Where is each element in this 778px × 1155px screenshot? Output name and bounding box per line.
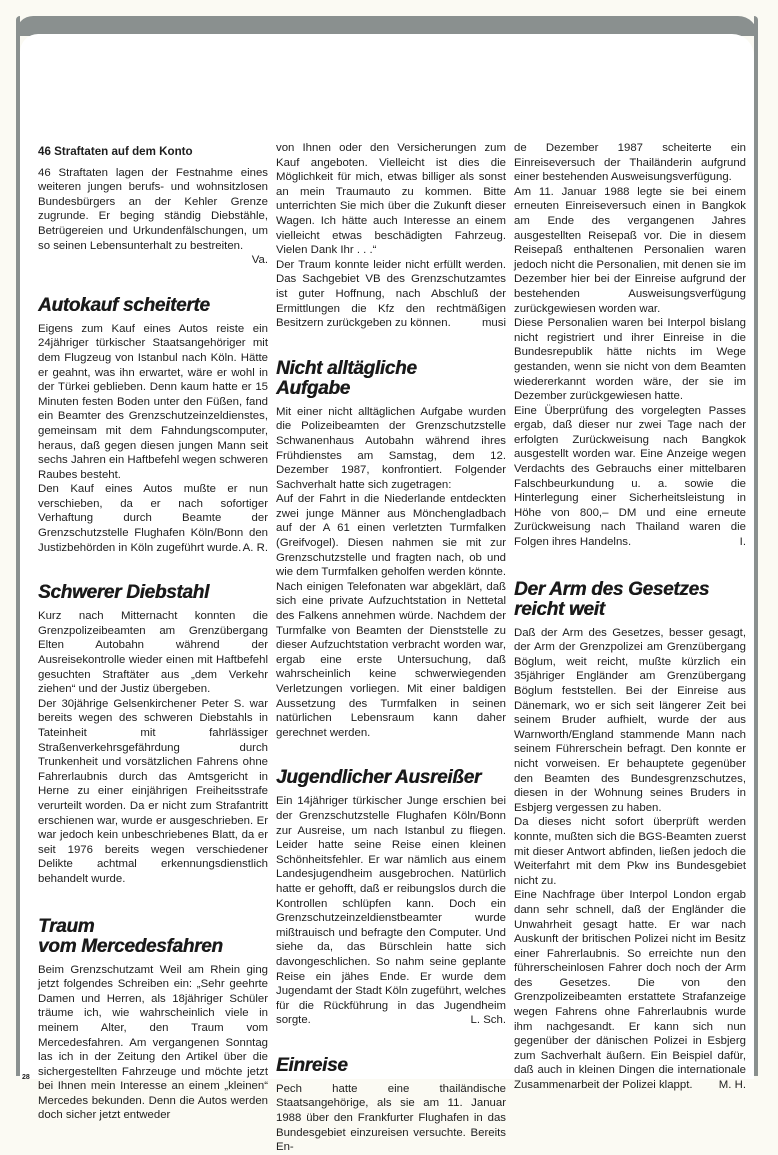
article-paragraph: Ein 14jähriger türkischer Junge erschien bei der Grenzschutzstelle Flughafen Köln/Bonn zur Ausreise, um nach Istanbul zu fliegen. Leider hatte seine Reise einen kleinen Schönheitsfehler. Er war nämlich aus einem Landesjugendheim ausgebrochen. Natürlich hatte er gehofft, daß er reibungslos durch die Kontrollen schlüpfen kann. Doch ein Grenzschutzeinzeldienstbeamter wurde mißtrauisch und befragte den Computer. Und siehe da, das Bürschlein hatte sich davongeschlichen. So nahm seine geplante Reise ein jähes Ende. Er wurde dem Jugendamt der Stadt Köln zugeführt, welches für die Rückführung in das Jugendheim sorgte. L. Sch. [276,795,506,1027]
article-einreise-continued [514,141,746,550]
article-paragraph: von Ihnen oder den Versicherungen zum Kauf angeboten. Vielleicht ist dies die Möglichkeit für mich, etwas billiger als sonst an mein Traumauto zu kommen. Bitte unterrichten Sie mich über die Zukunft dieser Wagen. Ich hätte auch Interesse an einem vielleicht etwas beschädigten Fahrzeug. Vielen Dank Ihr . . .“ [276,142,506,257]
article-author: M. H. [718,1079,746,1092]
article-paragraph: Mit einer nicht alltäglichen Aufgabe wurden die Polizeibeamten der Grenzschutzstelle Schwanenhaus Autobahn während ihres Frühdienstes am Samstag, dem 12. Dezember 1987, konfrontiert. Folgender Sachverhalt hatte sich zugetragen: [276,405,506,491]
article-paragraph: Eigens zum Kauf eines Autos reiste ein 24jähriger türkischer Staatsangehöriger mit dem Flugzeug von Istanbul nach Köln. Hätte er geahnt, was ihn erwartet, wäre er wohl in der Türkei geblieben. Denn kaum hatte er 15 Minuten festen Boden unter den Füßen, fand ein Beamter des Grenzschutzeinzeldienstes, gemeinsam mit dem Fahndungscomputer, heraus, daß gegen diesen jungen Mann seit sechs Jahren ein Haftbefehl wegen schweren Raubes besteht. [38,322,268,481]
article-title: Traum vom Mercedesfahren [38,915,223,957]
article-title: Nicht alltägliche Aufgabe [276,357,417,399]
article-author: A. R. [242,541,268,554]
article-einreise [276,1056,506,1155]
article-paragraph: Pech hatte eine thailändische Staatsangehörige, als sie am 11. Januar 1988 über den Frankfurter Flughafen in das Bundesgebiet einzureisen versuchte. Bereits En- [276,1082,506,1154]
article-schwerer-diebstahl [38,583,268,886]
article-paragraph: Da dieses nicht sofort überprüft werden konnte, mußten sich die BGS-Beamten zuerst mit dieser Antwort abfinden, ließen jedoch die Weiterfahrt mit dem Pkw ins Bundesgebiet nicht zu. [514,816,746,887]
article-paragraph: 46 Straftaten lagen der Festnahme eines weiteren jungen berufs- und wohnsitzlosen Bundesbürgers an der Kehler Grenze zugrunde. Er beging ständig Diebstähle, Betrügereien und Urkundenfälschungen, um so seinen Lebensunterhalt zu bestreiten. [38,166,268,252]
column-2 [276,141,506,1155]
article-nicht-alltaegliche-aufgabe [276,359,506,741]
page-number: 28 [22,1074,30,1081]
page-frame-right [754,16,758,1076]
article-title: Der Arm des Gesetzes reicht weit [514,578,710,620]
article-autokauf [38,296,268,556]
article-paragraph: Kurz nach Mitternacht konnten die Grenzpolizeibeamten am Grenzübergang Elten Autobahn während der Ausreisekontrolle wieder einen mit Haftbefehl gesuchten Straftäter aus „dem Verkehr ziehen“ und der Justiz übergeben. [38,610,268,696]
column-1 [38,141,268,1123]
article-paragraph: Daß der Arm des Gesetzes, besser gesagt, der Arm der Grenzpolizei am Grenzübergang Böglum, weit reicht, mußte kürzlich ein 35jähriger Engländer am Grenzübergang Böglum feststellen. Bei der Einreise aus Dänemark, wo er sich seit längerer Zeit bei seinem Bruder aufhielt, wurde der aus Warnworth/England stammende Mann nach seinem Führerschein befragt. Den konnte er nicht vorweisen. Er behauptete gegenüber den Beamten des Bundesgrenzschutzes, diesen in der Wohnung seines Bruders in Esbjerg vergessen zu haben. [514,626,746,814]
article-paragraph: Eine Überprüfung des vorgelegten Passes ergab, daß dieser nur zwei Tage nach der erfolgten Zurückweisung nach Bangkok ausgestellt worden war. Eine Anzeige wegen Verdachts des Gebrauchs einer mittelbaren Falschbeurkundung u. a. sowie die Hinterlegung einer Sicherheitsleistung in Höhe von 800,– DM und eine erneute Zurückweisung nach Thailand waren die Folgen ihres Handelns. I. [514,404,746,549]
article-paragraph: Den Kauf eines Autos mußte er nun verschieben, da er nach sofortiger Verhaftung durch Beamte der Grenzschutzstelle Flughafen Köln/Bonn den Justizbehörden in Köln zugeführt wurde. A. R. [38,483,268,554]
article-paragraph: Der Traum konnte leider nicht erfüllt werden. Das Sachgebiet VB des Grenzschutzamtes ist guter Hoffnung, nach Abschluß der Ermittlungen die Kfz den rechtmäßigen Besitzern zurückgeben zu können. musi [276,258,506,330]
article-title: Jugendlicher Ausreißer [276,767,481,789]
article-46-straftaten [38,145,268,268]
article-paragraph: Der 30jährige Gelsenkirchener Peter S. war bereits wegen des schweren Diebstahls in Tateinheit mit fahrlässiger Straßenverkehrsgefährdung durch Trunkenheit und vorsätzlichen Fahrens ohne Fahrerlaubnis durch das Amtsgericht in Herne zu einer einjährigen Freiheitsstrafe verurteilt worden. Da er nicht zum Strafantritt erschienen war, wurde er ausgeschrieben. Er war jedoch kein unbeschriebenes Blatt, da er seit 1976 bereits wegen verschiedener Delikte achtmal erkennungsdienstlich behandelt wurde. [38,697,268,885]
article-author: L. Sch. [470,1014,506,1027]
article-author: musi [481,317,506,330]
article-paragraph: Eine Nachfrage über Interpol London ergab dann sehr schnell, daß der Engländer die Unwahrheit gesagt hatte. Er war nach Auskunft der britischen Polizei nicht im Besitz einer Fahrerlaubnis. So erreichte nun den führerscheinlosen Fahrer doch noch der Arm des Gesetzes. Die von den Grenzpolizeibeamten erstattete Strafanzeige wegen Fahrens ohne Fahrerlaubnis wurde ihm nachgesandt. Er kann sich nun gegenüber der dänischen Polizei in Esbjerg zum Sachverhalt äußern. Ein Beispiel dafür, daß auch in kleinen Dingen die internationale Zusammenarbeit der Polizei klappt. M. H. [514,889,746,1092]
article-paragraph: Auf der Fahrt in die Niederlande entdeckten zwei junge Männer aus Mönchengladbach auf der A 61 einen verletzten Turmfalken (Greifvogel). Diesen nahmen sie mit zur Grenzschutzstelle und fragten nach, ob und wie dem Turmfalken geholfen werden könnte. Nach einigen Telefonaten war abgeklärt, daß sich eine private Aufzuchtstation in Nettetal des Falkens annehmen würde. Nachdem der Turmfalke von Beamten der Dienststelle zu dieser Aufzuchtstation verbracht worden war, ergab eine erste Untersuchung, daß wahrscheinlich keine schwerwiegenden Verletzungen vorliegen. Mit einer baldigen Aussetzung des Turmfalken in seinen natürlichen Lebensraum kann daher gerechnet werden. [276,493,506,739]
article-paragraph: de Dezember 1987 scheiterte ein Einreiseversuch der Thailänderin aufgrund einer bestehenden Ausweisungsverfügung. [514,142,746,184]
article-title: Einreise [276,1054,348,1076]
article-title: Schwerer Diebstahl [38,582,209,604]
article-title: 46 Straftaten auf dem Konto [38,145,193,158]
article-traum-mercedes [38,917,268,1124]
page-frame-top [16,16,758,36]
article-paragraph: Beim Grenzschutzamt Weil am Rhein ging jetzt folgendes Schreiben ein: „Sehr geehrte Damen und Herren, als 18jähriger Schüler träume ich, wie wahrscheinlich viele in meinem Alter, den Traum vom Mercedesfahren. Am vergangenen Sonntag las ich in der Zeitung den Artikel über die sichergestellten Fahrzeuge und möchte jetzt bei Ihnen mein Interesse an einem „kleinen“ Mercedes bekunden. Denn die Autos werden doch sicher jetzt entweder [38,963,268,1122]
article-author: I. [739,536,746,549]
article-traum-mercedes-continued [276,141,506,331]
article-author: Va. [251,254,268,267]
column-3 [514,141,746,1093]
article-title: Autokauf scheiterte [38,294,210,316]
article-paragraph: Am 11. Januar 1988 legte sie bei einem erneuten Einreiseversuch einen in Bangkok am Ende des vergangenen Jahres ausgestellten Reisepaß vor. Die in diesem Reisepaß enthaltenen Personalien waren jedoch nicht die Personalien, mit denen sie im Dezember hier bei der Einreise aufgrund der bestehenden Ausweisungsverfügung zurückgewiesen worden war. [514,185,746,315]
article-arm-des-gesetzes [514,580,746,1093]
article-jugendlicher-ausreisser [276,768,506,1028]
article-paragraph: Diese Personalien waren bei Interpol bislang nicht registriert und ihrer Einreise in die Bundesrepublik hätte nichts im Wege gestanden, wenn sie nicht von dem Beamten wiedererkannt worden wäre, der sie im Dezember zurückgewiesen hatte. [514,317,746,403]
